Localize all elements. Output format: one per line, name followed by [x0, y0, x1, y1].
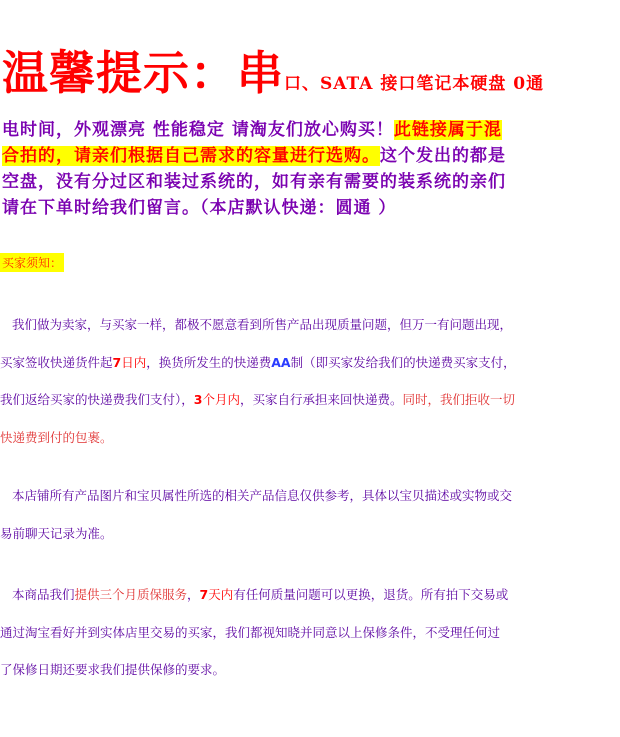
- p1-line-2-c: 制（即买家发给我们的快递费买家支付，: [290, 354, 516, 370]
- notice-highlight-2: 合拍的，请亲们根据自己需求的容量进行选购。: [2, 146, 380, 166]
- p1-line-2-b: ，换货所发生的快递费: [146, 354, 272, 370]
- p3-line-1-b: 有任何质量问题可以更换，退货。所有拍下交易或: [233, 587, 509, 602]
- warranty-paragraph: [0, 576, 620, 689]
- p1-line-3-a: 我们返给买家的快递费我们支付），: [0, 392, 194, 407]
- product-info-paragraph: [0, 477, 620, 552]
- p1-line-1: 我们做为卖家，与买家一样，都极不愿意看到所售产品出现质量问题，但万一有问题出现，: [12, 317, 513, 332]
- notice-line-1-text: 电时间，外观漂亮 性能稳定 请淘友们放心购买！: [2, 120, 394, 140]
- notice-line-1: [2, 117, 616, 143]
- headline-big: 温馨提示：串: [2, 46, 284, 100]
- p3-days-unit: 天内: [208, 587, 234, 602]
- p1-line-4: 快递费到付的包裹。: [0, 429, 113, 445]
- notice-line-4: 请在下单时给我们留言。（本店默认快递：圆通 ）: [2, 198, 397, 218]
- headline-rest: 口、SATA 接口笔记本硬盘 0通: [284, 74, 545, 94]
- notice-line-2-text: 这个发出的都是: [380, 146, 506, 166]
- return-policy-paragraph: [0, 306, 620, 456]
- p1-line-3: [0, 381, 620, 419]
- p2-line-2: 易前聊天记录为准。: [0, 525, 113, 541]
- p3-line-1-a: 本商品我们: [12, 587, 75, 602]
- p1-days-unit: 日内: [121, 354, 147, 370]
- p1-line-2: [0, 344, 620, 382]
- p1-days-number: 7: [112, 354, 122, 370]
- p1-months-unit: 个月内: [202, 392, 240, 407]
- p3-warranty-text: 提供三个月质保服务: [74, 587, 188, 602]
- p3-line-2: 通过淘宝看好并到实体店里交易的买家，我们都视知晓并同意以上保修条件，不受理任何过: [0, 624, 501, 640]
- notice-body: [2, 117, 616, 221]
- buyer-notice-label: 买家须知：: [0, 253, 64, 272]
- p2-line-1: 本店铺所有产品图片和宝贝属性所选的相关产品信息仅供参考，具体以宝贝描述或实物或交: [12, 488, 513, 503]
- p3-line-3: 了保修日期还要求我们提供保修的要求。: [0, 662, 226, 677]
- p3-comma: ，: [187, 587, 200, 602]
- p1-line-3-b: ，买家自行承担来回快递费。: [239, 392, 403, 407]
- p1-months-number: 3: [193, 392, 203, 407]
- p3-days-number: 7: [199, 587, 209, 602]
- notice-line-2: [2, 143, 616, 169]
- notice-line-3: 空盘，没有分过区和装过系统的，如有亲有需要的装系统的亲们: [2, 172, 506, 192]
- p1-line-2-a: 买家签收快递货件起: [0, 354, 113, 370]
- p1-aa: AA: [271, 354, 291, 370]
- p1-refuse-text: 同时，我们拒收一切: [402, 392, 516, 407]
- headline: [2, 46, 618, 100]
- p3-line-1: [0, 576, 620, 614]
- notice-highlight-1: 此链接属于混: [393, 120, 502, 140]
